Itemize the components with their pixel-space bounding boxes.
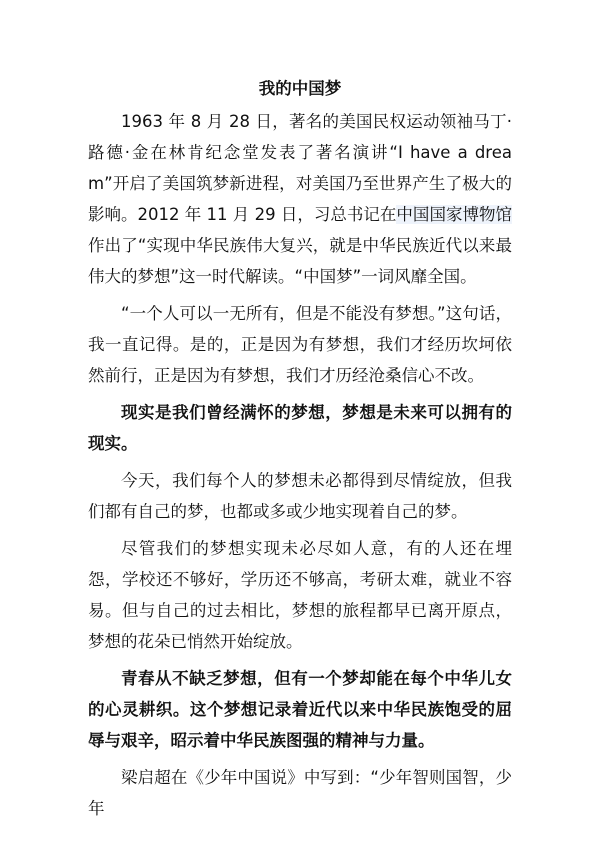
paragraph-7: 梁启超在《少年中国说》中写到：“少年智则国智，少年 [88, 768, 512, 818]
paragraph-2: “一个人可以一无所有，但是不能没有梦想。”这句话，我一直记得。是的，正是因为有梦想，我们才经历坎坷依然前行，正是因为有梦想，我们才历经沧桑信心不改。 [88, 304, 512, 385]
paragraph-1 [88, 106, 512, 292]
paragraph-6: 青春从不缺乏梦想，但有一个梦却能在每个中华儿女的心灵耕织。这个梦想记录着近代以来中华民族饱受的屈辱与艰辛，昭示着中华民族图强的精神与力量。 [88, 669, 512, 750]
document-title: 我的中国梦 [258, 79, 342, 98]
paragraph-1-highlight: 中国国家博物馆 [396, 205, 512, 224]
paragraph-4: 今天，我们每个人的梦想未必都得到尽情绽放，但我们都有自己的梦，也都或多或少地实现着自己的梦。 [88, 471, 512, 521]
paragraph-3: 现实是我们曾经满怀的梦想，梦想是未来可以拥有的现实。 [88, 403, 512, 453]
paragraph-1-text: 1963 年 8 月 28 日，著名的美国民权运动领袖马丁·路德·金在林肯纪念堂发表了著名演讲“I have a dream”开启了美国筑梦新进程，对美国乃至世界产生了极大的影响。2012 年 11 月 29 日，习总书记在 [88, 112, 512, 224]
paragraph-1-text-after: 作出了“实现中华民族伟大复兴，就是中华民族近代以来最伟大的梦想”这一时代解读。“中国梦”一词风靡全国。 [88, 236, 512, 286]
paragraph-5: 尽管我们的梦想实现未必尽如人意，有的人还在埋怨，学校还不够好，学历还不够高，考研太难，就业不容易。但与自己的过去相比，梦想的旅程都早已离开原点，梦想的花朵已悄然开始绽放。 [88, 539, 512, 651]
